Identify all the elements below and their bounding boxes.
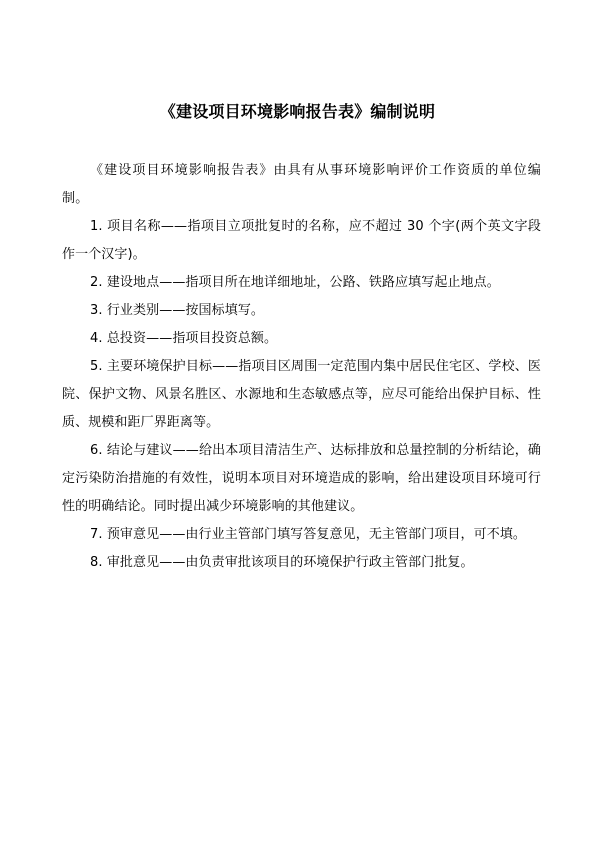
item-3-paragraph: 3. 行业类别——按国标填写。 (90, 303, 265, 318)
item-7-paragraph: 7. 预审意见——由行业主管部门填写答复意见，无主管部门项目，可不填。 (90, 527, 527, 542)
item-1-paragraph: 1. 项目名称——指项目立项批复时的名称，应不超过 30 个字(两个英文字段作一个汉字)。 (62, 219, 541, 262)
document-body (62, 157, 541, 577)
document-title: 《建设项目环境影响报告表》编制说明 (159, 102, 436, 121)
item-8-paragraph: 8. 审批意见——由负责审批该项目的环境保护行政主管部门批复。 (90, 555, 474, 570)
item-4-paragraph: 4. 总投资——指项目投资总额。 (90, 331, 278, 346)
item-2-paragraph: 2. 建设地点——指项目所在地详细地址，公路、铁路应填写起止地点。 (90, 275, 500, 290)
item-5-paragraph: 5. 主要环境保护目标——指项目区周围一定范围内集中居民住宅区、学校、医院、保护文物、风景名胜区、水源地和生态敏感点等，应尽可能给出保护目标、性质、规模和距厂界距离等。 (62, 359, 541, 430)
item-6-paragraph: 6. 结论与建议——给出本项目清洁生产、达标排放和总量控制的分析结论，确定污染防治措施的有效性，说明本项目对环境造成的影响，给出建设项目环境可行性的明确结论。同时提出减少环境影响的其他建议。 (62, 443, 541, 514)
intro-paragraph: 《建设项目环境影响报告表》由具有从事环境影响评价工作资质的单位编制。 (62, 163, 541, 206)
